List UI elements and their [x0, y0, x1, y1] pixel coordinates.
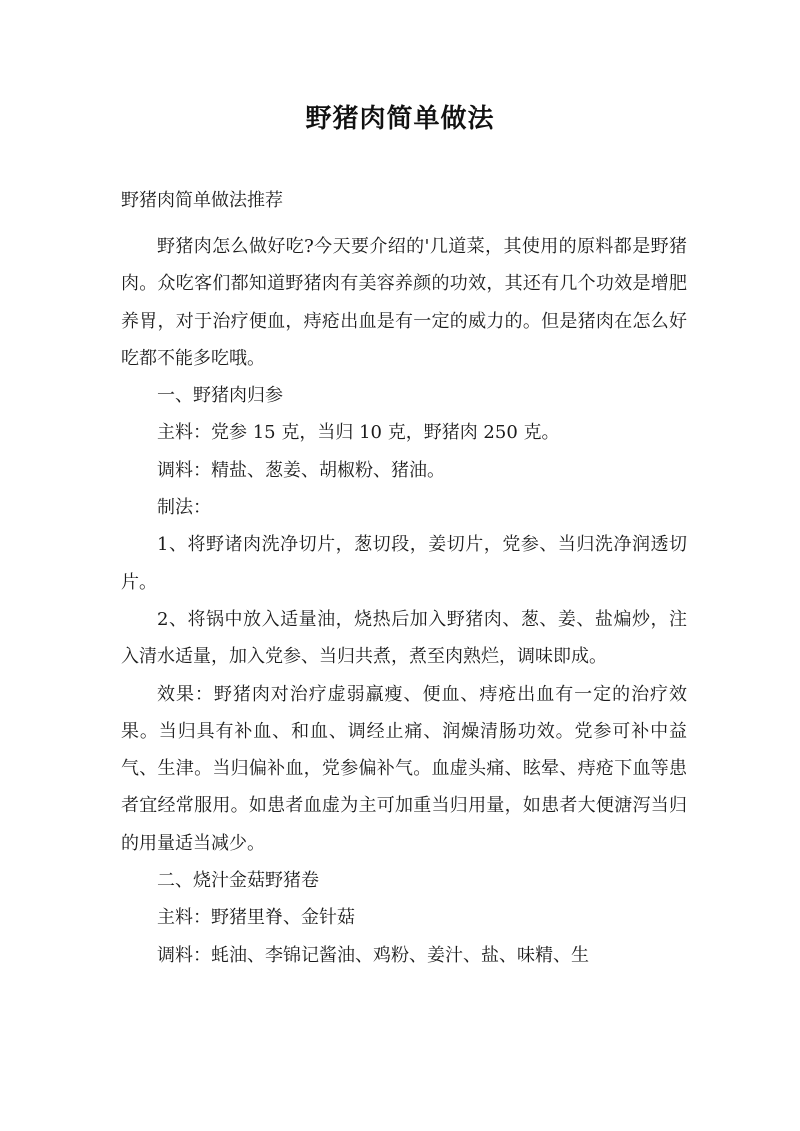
document-title: 野猪肉简单做法 [305, 104, 495, 134]
intro-paragraph: 野猪肉怎么做好吃?今天要介绍的'几道菜，其使用的原料都是野猪肉。众吃客们都知道野猪肉有美容养颜的功效，其还有几个功效是增肥养胃，对于治疗便血，痔疮出血是有一定的威力的。但是猪肉在怎么好吃都不能多吃哦。 [121, 236, 687, 369]
ingredients-paragraph-2: 主料：野猪里脊、金针菇 [157, 907, 355, 929]
ingredients-paragraph-1: 主料：党参 15 克，当归 10 克，野猪肉 250 克。 [157, 422, 560, 444]
section-heading-1: 一、野猪肉归参 [157, 385, 283, 407]
seasonings-paragraph-1: 调料：精盐、葱姜、胡椒粉、猪油。 [157, 459, 445, 481]
method-step-1: 1、将野诸肉洗净切片，葱切段，姜切片，党参、当归洗净润透切片。 [121, 534, 687, 593]
method-step-2: 2、将锅中放入适量油，烧热后加入野猪肉、葱、姜、盐煸炒，注入清水适量，加入党参、当归共煮，煮至肉熟烂，调味即成。 [121, 608, 687, 668]
effects-paragraph-1: 效果：野猪肉对治疗虚弱羸瘦、便血、痔疮出血有一定的治疗效果。当归具有补血、和血、调经止痛、润燥清肠功效。党参可补中益气、生津。当归偏补血，党参偏补气。血虚头痛、眩晕、痔疮下血等患者宜经常服用。如患者血虚为主可加重当归用量，如患者大便溏泻当归的用量适当减少。 [121, 683, 687, 854]
document-subtitle: 野猪肉简单做法推荐 [121, 190, 283, 211]
section-heading-2: 二、烧汁金菇野猪卷 [157, 870, 319, 892]
method-label-1: 制法： [157, 497, 211, 519]
seasonings-paragraph-2: 调料：蚝油、李锦记酱油、鸡粉、姜汁、盐、味精、生 [157, 944, 589, 966]
document-body [121, 228, 687, 974]
